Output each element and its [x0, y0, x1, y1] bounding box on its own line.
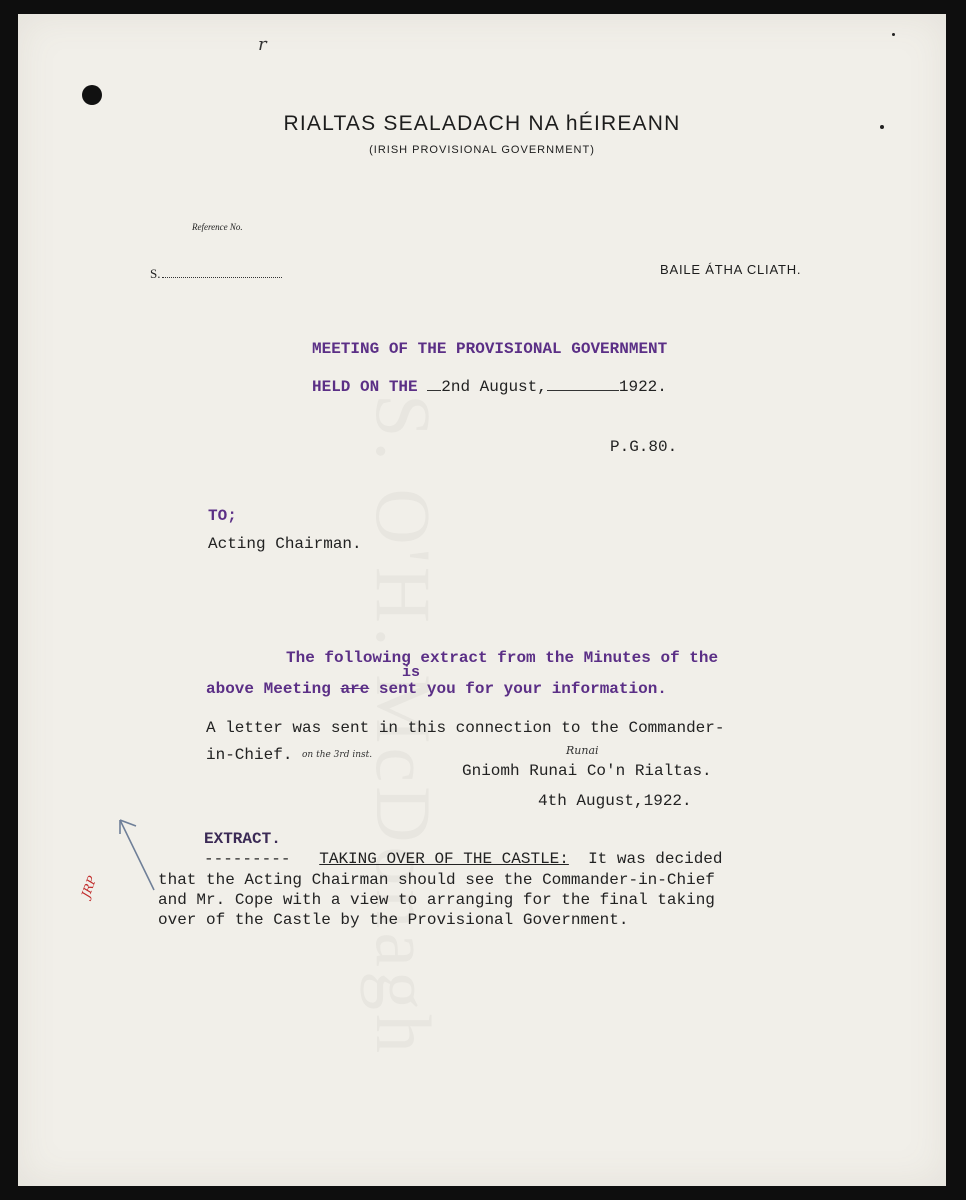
meeting-year: 1922.: [618, 378, 667, 396]
red-initials-mark: JRP: [78, 874, 100, 900]
letter-line-1: A letter was sent in this connection to the Commander-: [206, 719, 725, 737]
extract-line-2: that the Acting Chairman should see the Commander-in-Chief: [158, 871, 715, 889]
intro-line-2-prefix: above Meeting: [206, 680, 331, 698]
margin-tick-mark: r: [258, 34, 267, 55]
held-on-label: HELD ON THE: [312, 378, 418, 396]
struck-word: are: [340, 680, 370, 698]
meeting-heading: MEETING OF THE PROVISIONAL GOVERNMENT: [312, 340, 668, 358]
pg-reference: P.G.80.: [610, 438, 678, 456]
held-on-line: [312, 376, 667, 396]
extract-line-3: and Mr. Cope with a view to arranging for the final taking: [158, 891, 715, 909]
s-dotted-line: [162, 277, 282, 278]
signature-line: Gniomh Runai Co'n Rialtas.: [462, 762, 712, 780]
punch-hole: [82, 85, 102, 105]
letterhead-title: RIALTAS SEALADACH NA hÉIREANN: [283, 112, 681, 135]
date-blank: [427, 376, 441, 391]
reference-label: Reference No.: [192, 222, 243, 232]
extract-line-4: over of the Castle by the Provisional Government.: [158, 911, 629, 929]
letter-line-2: in-Chief.: [206, 746, 293, 764]
s-field: [150, 266, 282, 282]
extract-line-1-rest: It was decided: [588, 850, 723, 868]
signature-date: 4th August,1922.: [538, 792, 692, 810]
inserted-word: is: [402, 664, 421, 681]
recipient-name: Acting Chairman.: [208, 535, 362, 553]
intro-line-1: The following extract from the Minutes of the: [286, 649, 719, 667]
extract-heading: TAKING OVER OF THE CASTLE:: [319, 850, 569, 868]
extract-label: EXTRACT.: [204, 830, 281, 848]
s-label: S.: [150, 266, 161, 281]
extract-first-line: [204, 850, 723, 868]
document-page: [18, 14, 946, 1186]
to-label: TO;: [208, 507, 237, 525]
letterhead-subtitle: (IRISH PROVISIONAL GOVERNMENT): [369, 144, 595, 156]
extract-dashes: ---------: [204, 850, 291, 868]
year-blank: [547, 376, 619, 391]
handwritten-correction: Runai: [566, 744, 599, 757]
intro-line-2: [206, 680, 667, 698]
margin-pencil-arrow: [114, 814, 164, 896]
handwritten-date-note: on the 3rd inst.: [302, 750, 373, 760]
intro-line-2-suffix: sent you for your information.: [378, 680, 667, 698]
meeting-date: 2nd August,: [441, 378, 547, 396]
location-label: BAILE ÁTHA CLIATH.: [660, 262, 802, 277]
ink-speck: [892, 33, 895, 36]
